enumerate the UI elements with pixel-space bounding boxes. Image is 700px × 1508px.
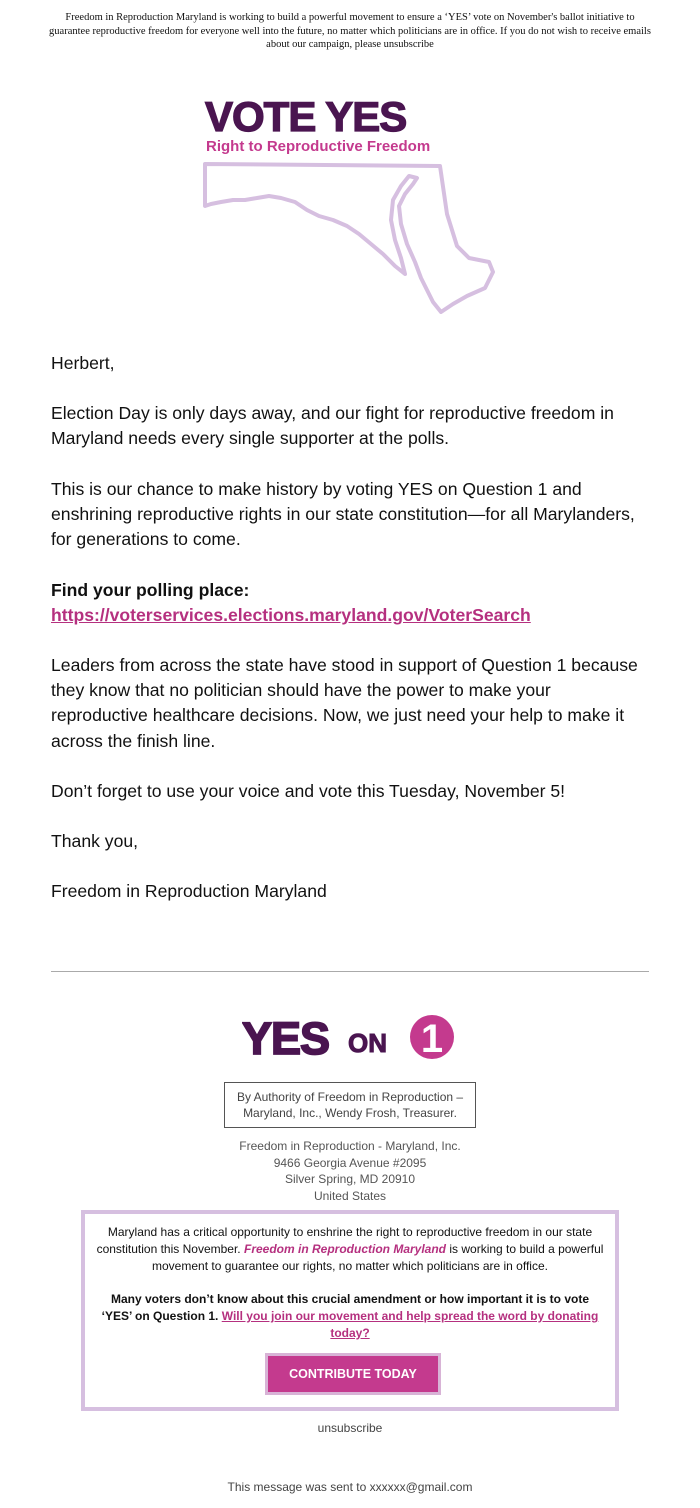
promo-text-b: is working to build a powerful movement to guarantee our rights, no matter which politicians are in office.	[152, 1242, 604, 1273]
authority-line-2: Maryland, Inc., Wendy Frosh, Treasurer.	[243, 1106, 457, 1120]
letter-signature: Freedom in Reproduction Maryland	[51, 881, 327, 901]
address-city: Silver Spring, MD 20910	[284, 1172, 416, 1186]
hero-title: VOTE YES	[205, 93, 407, 140]
yes-on-1-logo-one: 1	[420, 1017, 444, 1061]
section-divider	[51, 971, 649, 972]
vote-yes-logo	[195, 92, 505, 317]
paid-for-by-box	[224, 1082, 476, 1128]
address-country: United States	[313, 1188, 387, 1203]
promo-text-a: Maryland has a critical opportunity to enshrine the right to reproductive freedom in our state constitution this November.	[96, 1225, 593, 1256]
yes-on-1-logo-yes: YES	[242, 1013, 330, 1061]
letter-paragraph-1: Election Day is only days away, and our fight for reproductive freedom in Maryland needs every single supporter at the polls.	[51, 403, 614, 449]
promo-org-name: Freedom in Reproduction Maryland	[243, 1242, 447, 1256]
address-org: Freedom in Reproduction - Maryland, Inc.	[239, 1139, 461, 1153]
promo-paragraph-2	[95, 1291, 605, 1342]
promo-bold-text: Many voters don’t know about this crucial amendment or how important it is to vote ‘YES’ on Question 1.	[101, 1292, 590, 1323]
unsubscribe-link[interactable]: unsubscribe	[317, 1421, 383, 1435]
donation-promo-box	[81, 1210, 619, 1411]
polling-place-block	[51, 578, 651, 628]
letter-paragraph-2: This is our chance to make history by voting YES on Question 1 and enshrining reproductive rights in our state constitution—for all Marylanders, for generations to come.	[51, 479, 635, 550]
authority-line-1: By Authority of Freedom in Reproduction –	[236, 1090, 464, 1104]
preheader-text: Freedom in Reproduction Maryland is working to build a powerful movement to ensure a ‘YES’ vote on November's ballot initiative to guarantee reproductive freedom for everyone well into the future, no matter which politicians are in office. If you do not wish to receive emails about our campaign, please unsubscribe	[49, 12, 651, 50]
yes-on-1-logo-on: ON	[348, 1028, 387, 1058]
hero-subtitle: Right to Reproductive Freedom	[206, 138, 431, 155]
letter-closing: Thank you,	[51, 831, 139, 851]
mailing-address	[200, 1138, 500, 1204]
polling-place-label: Find your polling place:	[51, 580, 250, 600]
maryland-map-icon	[195, 154, 505, 314]
address-street: 9466 Georgia Avenue #2095	[273, 1155, 427, 1170]
promo-paragraph-1	[95, 1224, 605, 1275]
letter-paragraph-3: Leaders from across the state have stood in support of Question 1 because they know that no politician should have the power to make your reproductive healthcare decisions. Now, we just need your help to make it across the finish line.	[51, 655, 638, 751]
sent-to-notice: This message was sent to xxxxxx@gmail.com	[227, 1480, 473, 1494]
letter-greeting: Herbert,	[51, 353, 115, 373]
contribute-today-button[interactable]: CONTRIBUTE TODAY	[265, 1353, 441, 1395]
letter-paragraph-4: Don’t forget to use your voice and vote this Tuesday, November 5!	[51, 781, 566, 801]
yes-on-1-logo	[242, 1013, 458, 1061]
donate-link[interactable]: Will you join our movement and help spread the word by donating today?	[221, 1309, 599, 1340]
polling-place-link[interactable]: https://voterservices.elections.maryland.gov/VoterSearch	[51, 605, 531, 626]
